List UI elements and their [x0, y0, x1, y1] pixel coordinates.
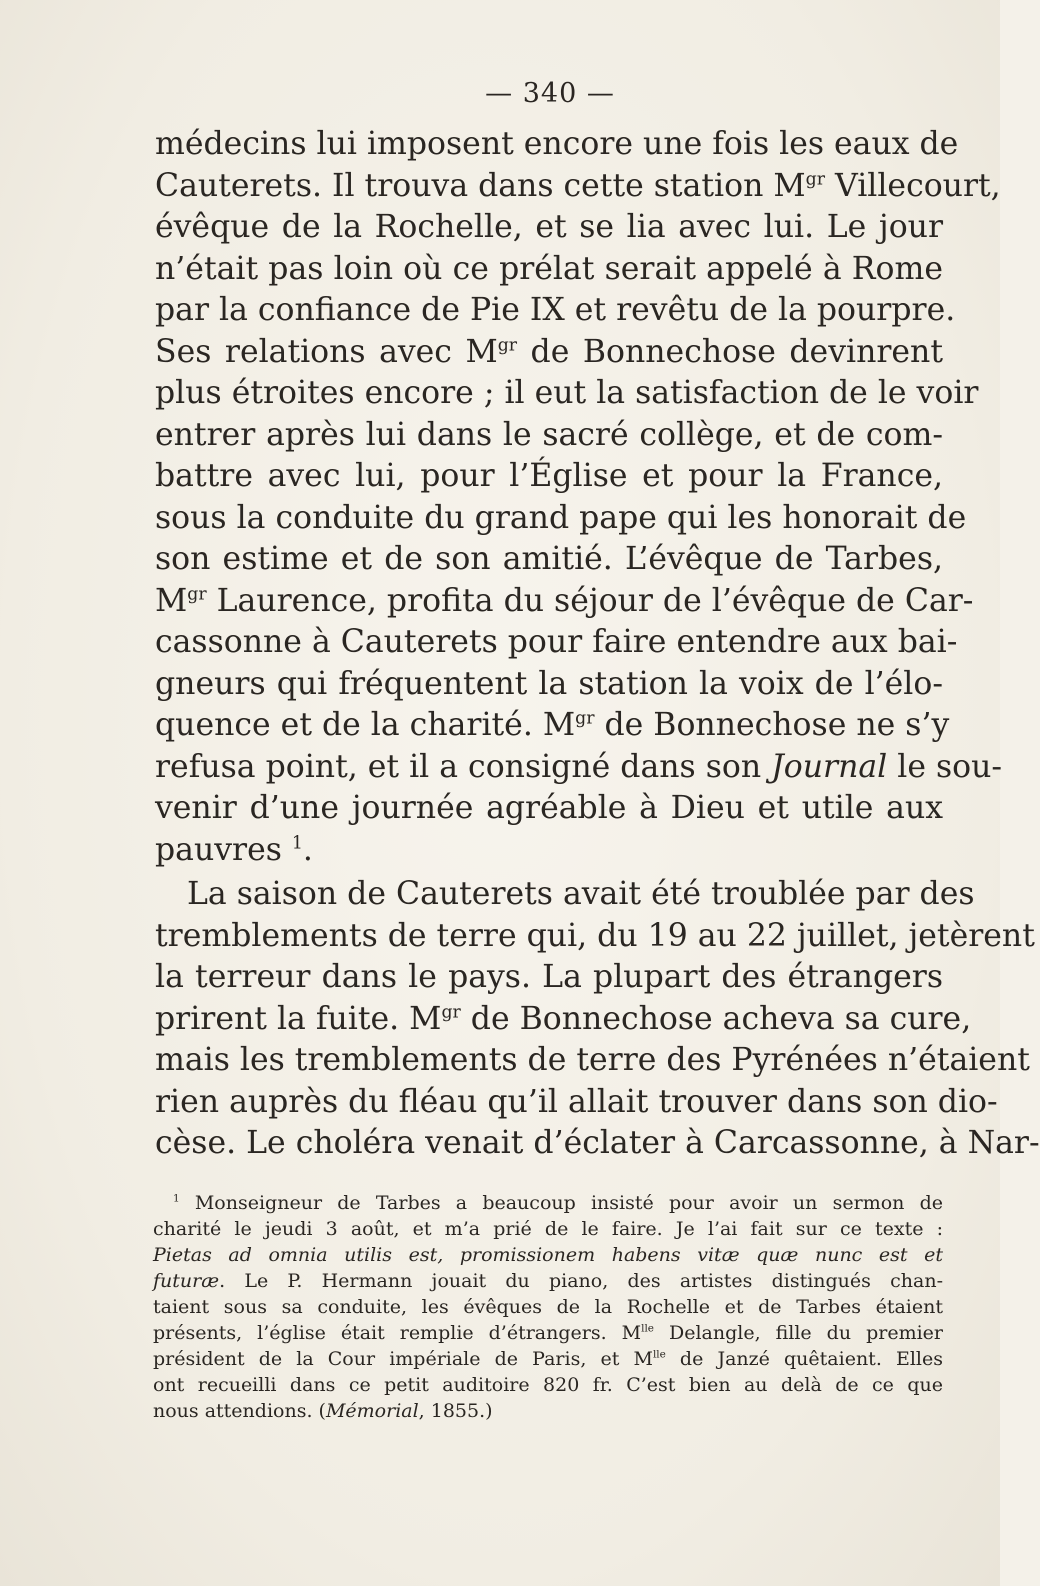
footnote-line: taient sous sa conduite, les évêques de la Rochelle et de Tarbes étaient [153, 1296, 943, 1318]
text-line: entrer après lui dans le sacré collège, et de com- [155, 416, 943, 453]
text-line: battre avec lui, pour l’Église et pour la France, [155, 458, 943, 494]
footnote-line: président de la Cour impériale de Paris, et $M^{lle}$ de Janzé quêtaient. Elles [153, 1348, 944, 1370]
text-line: évêque de la Rochelle, et se lia avec lui. Le jour [155, 209, 943, 245]
footnote-line: nous attendions. (Mémorial, 1855.) [153, 1400, 493, 1422]
text-line: cassonne à Cauterets pour faire entendre aux bai- [155, 624, 958, 660]
footnote-marker: 1 [173, 1192, 180, 1205]
text-line: par la confiance de Pie IX et revêtu de la pourpre. [155, 292, 956, 328]
text-line: Cauterets. Il trouva dans cette station $M^{gr}$ Villecourt, [155, 167, 1001, 204]
text-line: quence et de la charité. $M^{gr}$ de Bonnechose ne s’y [155, 707, 950, 743]
footnote-line: Pietas ad omnia utilis est, promissionem habens vitæ quæ nunc est et [153, 1244, 943, 1266]
text-line: prirent la fuite. $M^{gr}$ de Bonnechose acheva sa cure, [155, 1000, 972, 1037]
footnote-line: charité le jeudi 3 août, et m’a prié de le faire. Je l’ai fait sur ce texte : [153, 1218, 943, 1240]
footnote [153, 1190, 943, 1424]
text-line: pauvres $^1$. [155, 831, 313, 868]
text-line: mais les tremblements de terre des Pyrénées n’étaient [155, 1042, 1030, 1078]
text-line: cèse. Le choléra venait d’éclater à Carcassonne, à Nar- [155, 1125, 1040, 1161]
text-line: rien auprès du fléau qu’il allait trouver dans son dio- [155, 1083, 998, 1120]
footnote-line: futuræ. Le P. Hermann jouait du piano, des artistes distingués chan- [153, 1270, 943, 1292]
text-line: la terreur dans le pays. La plupart des étrangers [155, 959, 943, 995]
text-line: médecins lui imposent encore une fois les eaux de [155, 126, 959, 162]
text-line: son estime et de son amitié. L’évêque de Tarbes, [155, 541, 943, 577]
text-line: refusa point, et il a consigné dans son Journal le sou- [155, 748, 1003, 785]
footnote-reference: 1 [291, 833, 303, 853]
text-line: tremblements de terre qui, du 19 au 22 juillet, jetèrent [155, 917, 1035, 954]
text-line: gneurs qui fréquentent la station la voix de l’élo- [155, 665, 943, 702]
footnote-line: présents, l’église était remplie d’étrangers. $M^{lle}$ Delangle, fille du premier [153, 1322, 943, 1344]
text-line: venir d’une journée agréable à Dieu et utile aux [155, 790, 943, 826]
text-line: n’était pas loin où ce prélat serait appelé à Rome [155, 250, 943, 287]
text-line: Ses relations avec $M^{gr}$ de Bonnechose devinrent [155, 333, 943, 370]
text-line: plus étroites encore ; il eut la satisfaction de le voir [155, 375, 979, 411]
page-number: — 340 — [485, 78, 615, 109]
footnote-line: ont recueilli dans ce petit auditoire 820 fr. C’est bien au delà de ce que [153, 1374, 943, 1396]
main-text [155, 124, 1040, 1165]
text-line: $M^{gr}$ Laurence, profita du séjour de l’évêque de Car- [155, 582, 974, 619]
text-line: La saison de Cauterets avait été troublée par des [187, 876, 975, 912]
footnote-line: $^1$ Monseigneur de Tarbes a beaucoup insisté pour avoir un sermon de [173, 1192, 943, 1214]
text-line: sous la conduite du grand pape qui les honorait de [155, 499, 967, 536]
